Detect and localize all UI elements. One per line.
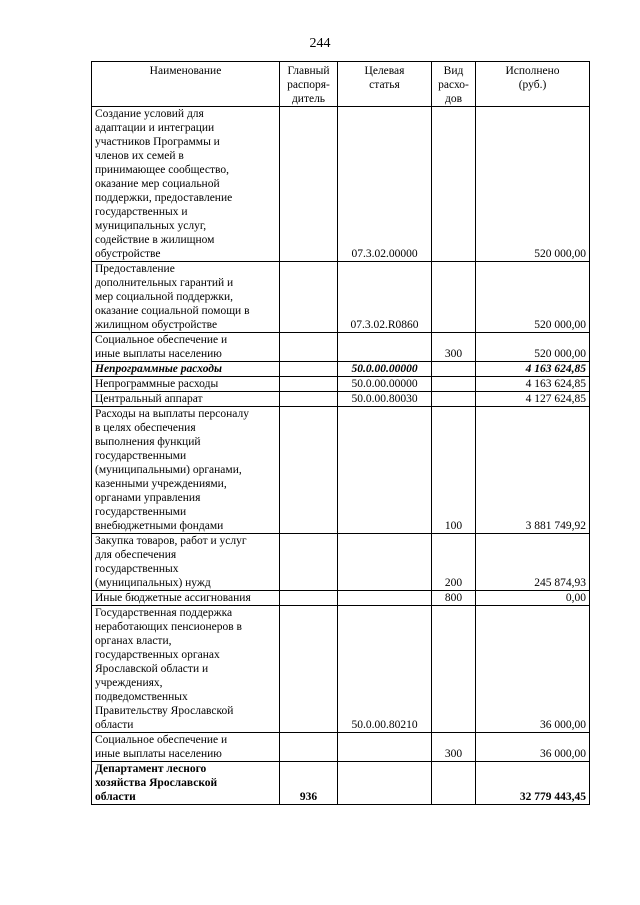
page-number: 244 bbox=[309, 36, 331, 51]
cell-sum: 520 000,00 bbox=[476, 333, 590, 362]
table-row bbox=[92, 392, 590, 407]
cell-name-line: обустройстве bbox=[95, 248, 161, 260]
cell-name bbox=[92, 333, 280, 362]
header-sum bbox=[476, 62, 590, 107]
cell-target bbox=[338, 534, 432, 591]
table-row bbox=[92, 362, 590, 377]
cell-sum: 520 000,00 bbox=[476, 107, 590, 262]
cell-glav bbox=[280, 606, 338, 733]
cell-name-line: области bbox=[95, 791, 136, 803]
cell-name-line: иные выплаты населению bbox=[95, 748, 222, 760]
cell-glav bbox=[280, 262, 338, 333]
cell-glav bbox=[280, 534, 338, 591]
cell-name-line: Непрограммные расходы bbox=[95, 363, 222, 375]
cell-vid bbox=[432, 392, 476, 407]
table-row bbox=[92, 377, 590, 392]
cell-name-line: внебюджетными фондами bbox=[95, 520, 224, 532]
cell-target bbox=[338, 733, 432, 762]
cell-vid bbox=[432, 762, 476, 805]
cell-sum: 520 000,00 bbox=[476, 262, 590, 333]
cell-name bbox=[92, 534, 280, 591]
cell-vid bbox=[432, 377, 476, 392]
cell-vid: 100 bbox=[432, 407, 476, 534]
cell-target bbox=[338, 407, 432, 534]
cell-name-line: государственными bbox=[95, 450, 187, 462]
cell-glav bbox=[280, 733, 338, 762]
cell-vid: 200 bbox=[432, 534, 476, 591]
table-row bbox=[92, 333, 590, 362]
cell-name-line: учреждениях, bbox=[95, 677, 163, 689]
header-line: расхо- bbox=[438, 79, 469, 91]
cell-sum: 4 127 624,85 bbox=[476, 392, 590, 407]
cell-name bbox=[92, 733, 280, 762]
cell-name-line: Социальное обеспечение и bbox=[95, 734, 228, 746]
table-row bbox=[92, 762, 590, 805]
table-body bbox=[92, 107, 590, 805]
cell-glav bbox=[280, 377, 338, 392]
cell-name-line: поддержки, предоставление bbox=[95, 192, 233, 204]
cell-name-line: Расходы на выплаты персоналу bbox=[95, 408, 249, 420]
cell-name-line: неработающих пенсионеров в bbox=[95, 621, 242, 633]
cell-name bbox=[92, 377, 280, 392]
cell-name bbox=[92, 107, 280, 262]
cell-name-line: Центральный аппарат bbox=[95, 393, 203, 405]
cell-glav: 936 bbox=[280, 762, 338, 805]
cell-vid bbox=[432, 107, 476, 262]
header-vid bbox=[432, 62, 476, 107]
header-line: Вид bbox=[443, 65, 464, 77]
cell-name-line: оказание социальной помощи в bbox=[95, 305, 250, 317]
header-line: статья bbox=[369, 79, 400, 91]
header-line: Целевая bbox=[364, 65, 405, 77]
cell-glav bbox=[280, 407, 338, 534]
cell-target: 07.3.02.R0860 bbox=[338, 262, 432, 333]
table-row bbox=[92, 733, 590, 762]
cell-glav bbox=[280, 333, 338, 362]
header-line: распоря- bbox=[287, 79, 330, 91]
cell-name-line: дополнительных гарантий и bbox=[95, 277, 234, 289]
cell-name-line: Создание условий для bbox=[95, 108, 204, 120]
cell-name-line: членов их семей в bbox=[95, 150, 184, 162]
cell-name-line: Государственная поддержка bbox=[95, 607, 233, 619]
cell-name-line: Департамент лесного bbox=[95, 763, 207, 775]
budget-table bbox=[91, 61, 590, 805]
table-row bbox=[92, 262, 590, 333]
cell-name-line: подведомственных bbox=[95, 691, 188, 703]
cell-name-line: для обеспечения bbox=[95, 549, 177, 561]
cell-name-line: органами управления bbox=[95, 492, 201, 504]
cell-name bbox=[92, 762, 280, 805]
header-name: Наименование bbox=[92, 62, 280, 107]
cell-sum: 36 000,00 bbox=[476, 606, 590, 733]
cell-name-line: государственных органах bbox=[95, 649, 220, 661]
cell-name-line: мер социальной поддержки, bbox=[95, 291, 233, 303]
cell-name-line: органах власти, bbox=[95, 635, 172, 647]
header-glav bbox=[280, 62, 338, 107]
cell-name-line: адаптации и интеграции bbox=[95, 122, 215, 134]
header-target bbox=[338, 62, 432, 107]
cell-name bbox=[92, 407, 280, 534]
cell-name bbox=[92, 606, 280, 733]
cell-name-line: (муниципальными) органами, bbox=[95, 464, 242, 476]
cell-glav bbox=[280, 107, 338, 262]
table-header-row bbox=[92, 62, 590, 107]
cell-name bbox=[92, 262, 280, 333]
cell-sum: 36 000,00 bbox=[476, 733, 590, 762]
cell-name-line: области bbox=[95, 719, 134, 731]
cell-vid bbox=[432, 362, 476, 377]
cell-name-line: государственных и bbox=[95, 206, 188, 218]
cell-name-line: Предоставление bbox=[95, 263, 175, 275]
cell-name-line: жилищном обустройстве bbox=[95, 319, 218, 331]
cell-name-line: муниципальных услуг, bbox=[95, 220, 207, 232]
cell-name-line: принимающее сообщество, bbox=[95, 164, 230, 176]
table-row bbox=[92, 534, 590, 591]
cell-sum: 0,00 bbox=[476, 591, 590, 606]
cell-target bbox=[338, 333, 432, 362]
header-line: Исполнено bbox=[505, 65, 560, 77]
cell-glav bbox=[280, 362, 338, 377]
cell-name-line: (муниципальных) нужд bbox=[95, 577, 211, 589]
cell-target: 50.0.00.00000 bbox=[338, 362, 432, 377]
cell-sum: 4 163 624,85 bbox=[476, 362, 590, 377]
cell-sum: 3 881 749,92 bbox=[476, 407, 590, 534]
cell-name-line: содействие в жилищном bbox=[95, 234, 215, 246]
cell-vid bbox=[432, 606, 476, 733]
cell-name-line: выполнения функций bbox=[95, 436, 201, 448]
cell-name-line: хозяйства Ярославской bbox=[95, 777, 218, 789]
cell-name-line: Иные бюджетные ассигнования bbox=[95, 592, 251, 604]
cell-target: 07.3.02.00000 bbox=[338, 107, 432, 262]
cell-vid: 300 bbox=[432, 733, 476, 762]
cell-name-line: участников Программы и bbox=[95, 136, 220, 148]
cell-sum: 245 874,93 bbox=[476, 534, 590, 591]
cell-name-line: государственными bbox=[95, 506, 187, 518]
cell-name-line: иные выплаты населению bbox=[95, 348, 222, 360]
cell-vid bbox=[432, 262, 476, 333]
cell-name-line: Правительству Ярославской bbox=[95, 705, 234, 717]
cell-target: 50.0.00.00000 bbox=[338, 377, 432, 392]
header-line: дов bbox=[444, 93, 463, 105]
table-row bbox=[92, 606, 590, 733]
cell-glav bbox=[280, 392, 338, 407]
cell-name-line: оказание мер социальной bbox=[95, 178, 220, 190]
cell-name-line: Закупка товаров, работ и услуг bbox=[95, 535, 247, 547]
cell-name bbox=[92, 591, 280, 606]
table-row bbox=[92, 107, 590, 262]
cell-sum: 4 163 624,85 bbox=[476, 377, 590, 392]
cell-name-line: Социальное обеспечение и bbox=[95, 334, 228, 346]
cell-name-line: Ярославской области и bbox=[95, 663, 209, 675]
cell-name-line: в целях обеспечения bbox=[95, 422, 196, 434]
header-line: дитель bbox=[291, 93, 326, 105]
cell-glav bbox=[280, 591, 338, 606]
cell-vid: 300 bbox=[432, 333, 476, 362]
cell-name-line: Непрограммные расходы bbox=[95, 378, 219, 390]
cell-target bbox=[338, 591, 432, 606]
table-row bbox=[92, 407, 590, 534]
cell-target: 50.0.00.80210 bbox=[338, 606, 432, 733]
cell-target bbox=[338, 762, 432, 805]
cell-name-line: государственных bbox=[95, 563, 179, 575]
table-row bbox=[92, 591, 590, 606]
cell-name bbox=[92, 362, 280, 377]
cell-name bbox=[92, 392, 280, 407]
cell-vid: 800 bbox=[432, 591, 476, 606]
cell-target: 50.0.00.80030 bbox=[338, 392, 432, 407]
cell-sum: 32 779 443,45 bbox=[476, 762, 590, 805]
cell-name-line: казенными учреждениями, bbox=[95, 478, 227, 490]
header-line: (руб.) bbox=[518, 79, 547, 91]
header-line: Главный bbox=[287, 65, 330, 77]
